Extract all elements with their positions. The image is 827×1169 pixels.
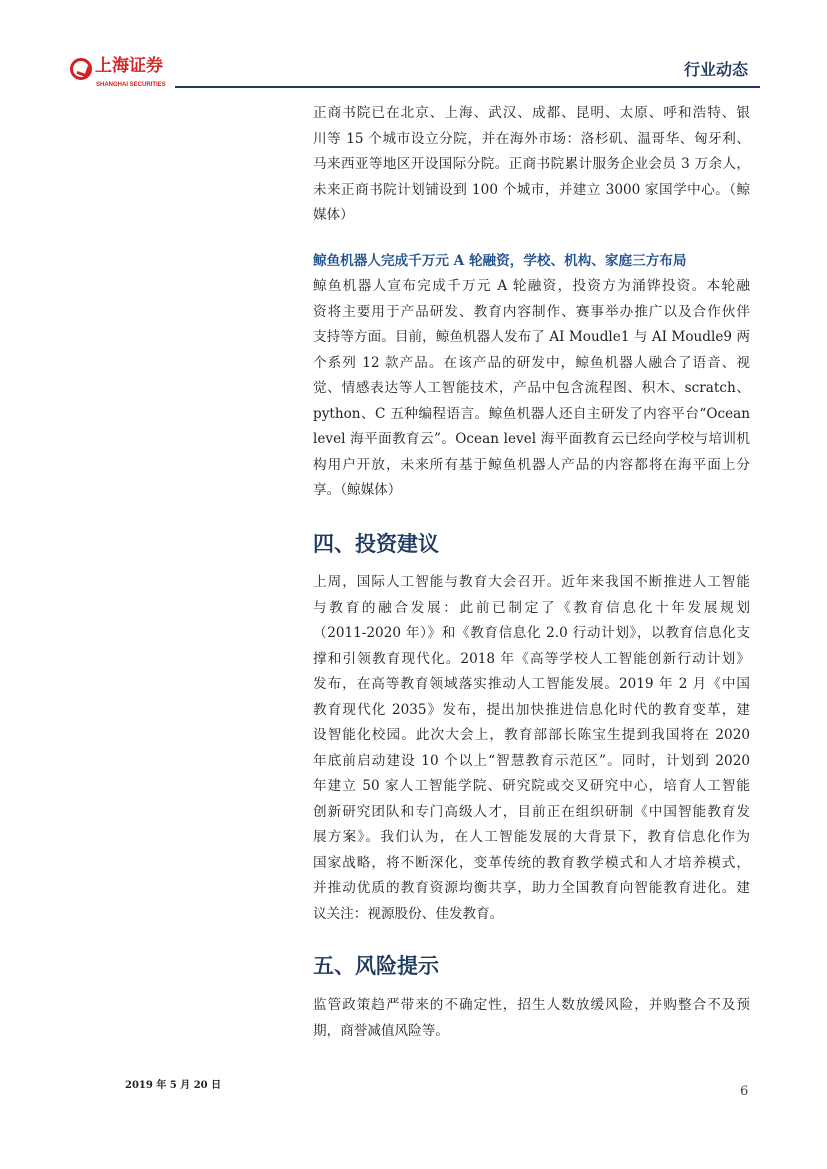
text-line: level 海平面教育云”。Ocean level 海平面教育云已经向学校与培训机 [313,431,750,447]
text-line: 享。（鲸媒体） [313,482,402,498]
text-line: python、C 五种编程语言。鲸鱼机器人还自主研发了内容平台“Ocean [313,405,750,422]
news-body [313,274,750,504]
news-whale-robot [313,249,750,504]
paragraph-investment [313,570,750,927]
paragraph-zhengshang [313,101,750,229]
text-line: 鲸鱼机器人宣布完成千万元 A 轮融资，投资方为涌铧投资。本轮融 [313,278,750,294]
page-number: 6 [740,1084,749,1099]
text-line: 年建立 50 家人工智能学院、研究院或交叉研究中心，培育人工智能 [313,778,750,794]
footer-date: 2019 年 5 月 20 日 [125,1080,222,1091]
text-line: 并推动优质的教育资源均衡共享，助力全国教育向智能教育进化。建 [313,880,750,896]
section-heading-investment: 四、投资建议 [313,532,439,556]
paragraph-risk [313,993,750,1044]
text-line: 觉、情感表达等人工智能技术，产品中包含流程图、积木、scratch、 [313,380,750,396]
text-line: 上周，国际人工智能与教育大会召开。近年来我国不断推进人工智能 [313,574,750,590]
text-line: 媒体） [313,207,354,223]
logo-chinese-name: 上海证券 [95,56,163,76]
text-line: 资将主要用于产品研发、教育内容制作、赛事举办推广以及合作伙伴 [313,303,750,320]
header-divider [175,86,760,88]
text-line: 支持等方面。目前，鲸鱼机器人发布了 AI Moudle1 与 AI Moudle9 两 [313,329,750,345]
text-line: 监管政策趋严带来的不确定性，招生人数放缓风险，并购整合不及预 [313,997,750,1013]
text-line: 期，商誉减值风险等。 [313,1022,449,1039]
text-line: 教育现代化 2035》发布，提出加快推进信息化时代的教育变革，建 [313,701,750,718]
text-line: 国家战略，将不断深化，变革传统的教育教学模式和人才培养模式， [313,854,750,871]
text-line: 设智能化校园。此次大会上，教育部部长陈宝生提到我国将在 2020 [313,727,750,743]
text-line: 马来西亚等地区开设国际分院。正商书院累计服务企业会员 3 万余人， [313,156,750,172]
text-line: 发布，在高等教育领域落实推动人工智能发展。2019 年 2 月《中国 [313,676,750,692]
text-line: 与教育的融合发展：此前已制定了《教育信息化十年发展规划 [313,599,750,616]
text-line: 个系列 12 款产品。在该产品的研发中，鲸鱼机器人融合了语音、视 [313,354,750,371]
text-line: （2011-2020 年）》和《教育信息化 2.0 行动计划》，以教育信息化支 [313,625,750,641]
news-title: 鲸鱼机器人完成千万元 A 轮融资，学校、机构、家庭三方布局 [313,253,687,269]
text-line: 正商书院已在北京、上海、武汉、成都、昆明、太原、呼和浩特、银 [313,105,750,121]
text-line: 议关注：视源股份、佳发教育。 [313,905,504,922]
text-line: 创新研究团队和专门高级人才，目前正在组织研制《中国智能教育发 [313,803,750,820]
text-line: 展方案》。我们认为，在人工智能发展的大背景下，教育信息化作为 [313,829,750,845]
text-line: 构用户开放，未来所有基于鲸鱼机器人产品的内容都将在海平面上分 [313,456,750,473]
text-line: 年底前启动建设 10 个以上“智慧教育示范区”。同时，计划到 2020 [313,752,750,769]
text-line: 未来正商书院计划铺设到 100 个城市，并建立 3000 家国学中心。（鲸 [313,181,750,198]
header-section-title: 行业动态 [683,60,748,79]
section-heading-risk: 五、风险提示 [313,954,439,978]
company-logo [70,56,174,92]
text-line: 撑和引领教育现代化。2018 年《高等学校人工智能创新行动计划》 [313,650,750,667]
text-line: 川等 15 个城市设立分院，并在海外市场：洛杉矶、温哥华、匈牙利、 [313,130,750,147]
logo-emblem-icon [70,58,92,80]
logo-english-name: SHANGHAI SECURITIES [96,82,166,88]
